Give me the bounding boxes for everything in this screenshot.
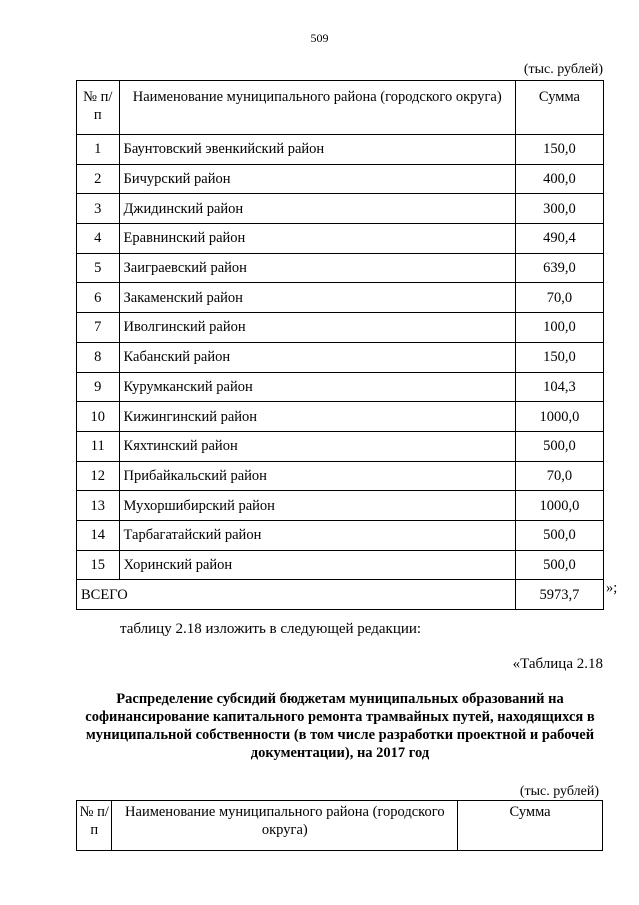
table-row bbox=[77, 194, 604, 224]
table-row bbox=[77, 550, 604, 580]
row-sum: 70,0 bbox=[515, 461, 603, 491]
row-sum: 400,0 bbox=[515, 164, 603, 194]
table-row bbox=[77, 342, 604, 372]
row-number: 1 bbox=[77, 135, 120, 165]
closing-quote-mark: »; bbox=[606, 580, 618, 596]
row-sum: 1000,0 bbox=[515, 402, 603, 432]
row-number: 11 bbox=[77, 431, 120, 461]
row-number: 14 bbox=[77, 520, 120, 550]
table-row bbox=[77, 283, 604, 313]
table-row bbox=[77, 253, 604, 283]
row-sum: 500,0 bbox=[515, 550, 603, 580]
row-sum: 104,3 bbox=[515, 372, 603, 402]
row-number: 15 bbox=[77, 550, 120, 580]
header-name: Наименование муниципального района (городского округа) bbox=[119, 81, 515, 135]
table-row bbox=[77, 402, 604, 432]
row-district-name: Мухоршибирский район bbox=[119, 491, 515, 521]
row-district-name: Кижингинский район bbox=[119, 402, 515, 432]
row-sum: 150,0 bbox=[515, 135, 603, 165]
header-num-2: № п/п bbox=[77, 801, 112, 851]
table-label: «Таблица 2.18 bbox=[512, 656, 603, 672]
table-row bbox=[77, 431, 604, 461]
header-num: № п/п bbox=[77, 81, 120, 135]
header-name-2: Наименование муниципального района (городского округа) bbox=[112, 801, 458, 851]
row-number: 2 bbox=[77, 164, 120, 194]
row-district-name: Курумканский район bbox=[119, 372, 515, 402]
row-number: 6 bbox=[77, 283, 120, 313]
subsidy-table bbox=[76, 80, 604, 610]
total-sum: 5973,7 bbox=[515, 580, 603, 610]
table-row bbox=[77, 520, 604, 550]
table-row bbox=[77, 224, 604, 254]
row-district-name: Еравнинский район bbox=[119, 224, 515, 254]
table-row bbox=[77, 491, 604, 521]
row-number: 10 bbox=[77, 402, 120, 432]
row-sum: 300,0 bbox=[515, 194, 603, 224]
row-number: 4 bbox=[77, 224, 120, 254]
table-row bbox=[77, 461, 604, 491]
row-district-name: Хоринский район bbox=[119, 550, 515, 580]
row-sum: 490,4 bbox=[515, 224, 603, 254]
header-sum-2: Сумма bbox=[458, 801, 603, 851]
table-row bbox=[77, 313, 604, 343]
row-number: 5 bbox=[77, 253, 120, 283]
row-number: 13 bbox=[77, 491, 120, 521]
row-district-name: Кабанский район bbox=[119, 342, 515, 372]
row-district-name: Баунтовский эвенкийский район bbox=[119, 135, 515, 165]
row-district-name: Бичурский район bbox=[119, 164, 515, 194]
subsidy-table-2 bbox=[76, 800, 603, 851]
row-district-name: Заиграевский район bbox=[119, 253, 515, 283]
total-row bbox=[77, 580, 604, 610]
row-number: 3 bbox=[77, 194, 120, 224]
row-sum: 150,0 bbox=[515, 342, 603, 372]
units-label: (тыс. рублей) bbox=[523, 62, 603, 77]
row-district-name: Закаменский район bbox=[119, 283, 515, 313]
row-sum: 639,0 bbox=[515, 253, 603, 283]
total-label: ВСЕГО bbox=[77, 580, 516, 610]
row-sum: 500,0 bbox=[515, 431, 603, 461]
table-header-row bbox=[77, 81, 604, 135]
table-row bbox=[77, 372, 604, 402]
table-title: Распределение субсидий бюджетам муниципальных образований на софинансирование капитального ремонта трамвайных путей, находящихся в муниципальной собственности (в том числе разработки проектной и рабочей документации), на 2017 год bbox=[85, 691, 595, 761]
row-number: 9 bbox=[77, 372, 120, 402]
row-sum: 1000,0 bbox=[515, 491, 603, 521]
row-district-name: Кяхтинский район bbox=[119, 431, 515, 461]
table-row bbox=[77, 135, 604, 165]
row-sum: 500,0 bbox=[515, 520, 603, 550]
row-district-name: Прибайкальский район bbox=[119, 461, 515, 491]
instruction-text: таблицу 2.18 изложить в следующей редакции: bbox=[120, 621, 422, 637]
table-header-row-2 bbox=[77, 801, 603, 851]
page-number: 509 bbox=[310, 31, 329, 45]
row-district-name: Иволгинский район bbox=[119, 313, 515, 343]
row-sum: 100,0 bbox=[515, 313, 603, 343]
header-sum: Сумма bbox=[515, 81, 603, 135]
row-district-name: Тарбагатайский район bbox=[119, 520, 515, 550]
row-district-name: Джидинский район bbox=[119, 194, 515, 224]
units-label-2: (тыс. рублей) bbox=[519, 784, 599, 799]
table-row bbox=[77, 164, 604, 194]
row-number: 12 bbox=[77, 461, 120, 491]
row-number: 8 bbox=[77, 342, 120, 372]
row-sum: 70,0 bbox=[515, 283, 603, 313]
row-number: 7 bbox=[77, 313, 120, 343]
